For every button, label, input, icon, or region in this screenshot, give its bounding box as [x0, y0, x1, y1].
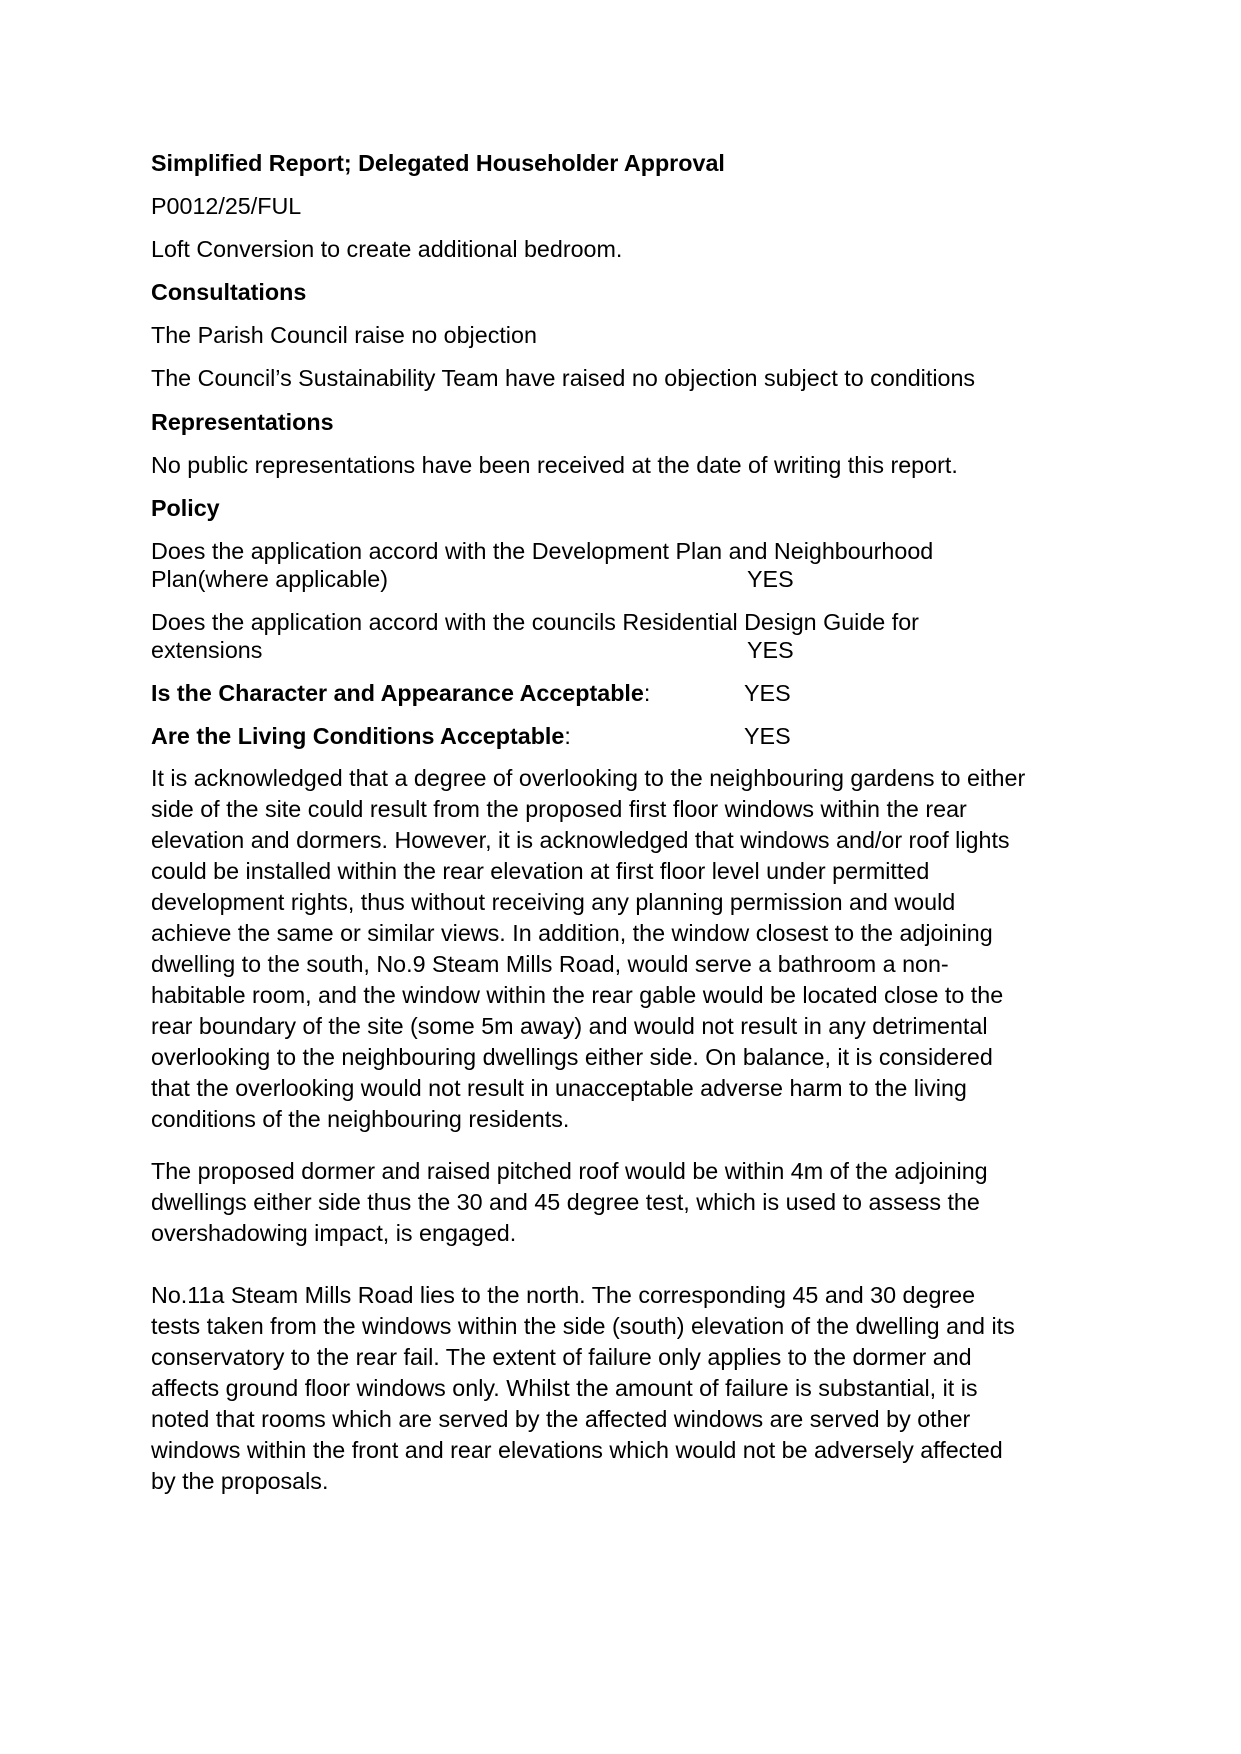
answer-yes: YES: [744, 680, 791, 706]
policy-question-character: [151, 678, 1051, 709]
paragraph-line: It is acknowledged that a degree of overlooking to the neighbouring gardens to either: [151, 765, 1026, 791]
policy-question-development-plan: [151, 536, 1051, 598]
paragraph-line: side of the site could result from the proposed first floor windows within the rear: [151, 796, 967, 822]
paragraph-line: elevation and dormers. However, it is acknowledged that windows and/or roof lights: [151, 827, 1010, 853]
paragraph-line: dwelling to the south, No.9 Steam Mills Road, would serve a bathroom a non-: [151, 951, 949, 977]
reference-number: P0012/25/FUL: [151, 193, 302, 219]
paragraph-line: conditions of the neighbouring residents.: [151, 1106, 570, 1132]
question-label: Are the Living Conditions Acceptable: [151, 723, 565, 749]
answer-yes: YES: [744, 723, 791, 749]
paragraph-line: No.11a Steam Mills Road lies to the north. The corresponding 45 and 30 degree: [151, 1282, 976, 1308]
paragraph-line: that the overlooking would not result in unacceptable adverse harm to the living: [151, 1075, 967, 1101]
representations-text: No public representations have been received at the date of writing this report.: [151, 452, 958, 478]
representations-heading: Representations: [151, 409, 334, 435]
policy-question-design-guide: [151, 607, 1051, 669]
question-line: Plan(where applicable): [151, 566, 388, 592]
paragraph-line: by the proposals.: [151, 1468, 329, 1494]
paragraph-line: rear boundary of the site (some 5m away) and would not result in any detrimental: [151, 1013, 988, 1039]
question-line: extensions: [151, 637, 263, 663]
overshadowing-paragraph: [151, 1156, 988, 1249]
paragraph-line: The proposed dormer and raised pitched roof would be within 4m of the adjoining: [151, 1158, 988, 1184]
consultation-item: The Parish Council raise no objection: [151, 322, 537, 348]
application-description: Loft Conversion to create additional bedroom.: [151, 236, 623, 262]
no11a-paragraph: [151, 1280, 1015, 1497]
question-suffix: :: [564, 723, 571, 749]
policy-heading: Policy: [151, 495, 220, 521]
question-line: Does the application accord with the councils Residential Design Guide for: [151, 609, 919, 635]
paragraph-line: overlooking to the neighbouring dwellings either side. On balance, it is considered: [151, 1044, 993, 1070]
consultations-heading: Consultations: [151, 279, 307, 305]
overlooking-paragraph: [151, 763, 1025, 1135]
paragraph-line: achieve the same or similar views. In addition, the window closest to the adjoining: [151, 920, 993, 946]
answer-yes: YES: [747, 566, 794, 592]
question-line: Does the application accord with the Development Plan and Neighbourhood: [151, 538, 934, 564]
paragraph-line: tests taken from the windows within the side (south) elevation of the dwelling and its: [151, 1313, 1015, 1339]
paragraph-line: conservatory to the rear fail. The extent of failure only applies to the dormer and: [151, 1344, 972, 1370]
policy-question-living-conditions: [151, 721, 1051, 752]
paragraph-line: overshadowing impact, is engaged.: [151, 1220, 517, 1246]
consultation-item: The Council’s Sustainability Team have raised no objection subject to conditions: [151, 365, 976, 391]
paragraph-line: dwellings either side thus the 30 and 45 degree test, which is used to assess the: [151, 1189, 980, 1215]
question-suffix: :: [643, 680, 651, 706]
paragraph-line: windows within the front and rear elevations which would not be adversely affected: [151, 1437, 1003, 1463]
paragraph-line: noted that rooms which are served by the affected windows are served by other: [151, 1406, 971, 1432]
document-title: Simplified Report; Delegated Householder Approval: [151, 150, 725, 176]
paragraph-line: affects ground floor windows only. Whilst the amount of failure is substantial, it is: [151, 1375, 978, 1401]
paragraph-line: could be installed within the rear elevation at first floor level under permitted: [151, 858, 930, 884]
question-label: Is the Character and Appearance Acceptable: [151, 680, 644, 706]
paragraph-line: habitable room, and the window within the rear gable would be located close to the: [151, 982, 1004, 1008]
paragraph-line: development rights, thus without receiving any planning permission and would: [151, 889, 956, 915]
answer-yes: YES: [747, 637, 794, 663]
